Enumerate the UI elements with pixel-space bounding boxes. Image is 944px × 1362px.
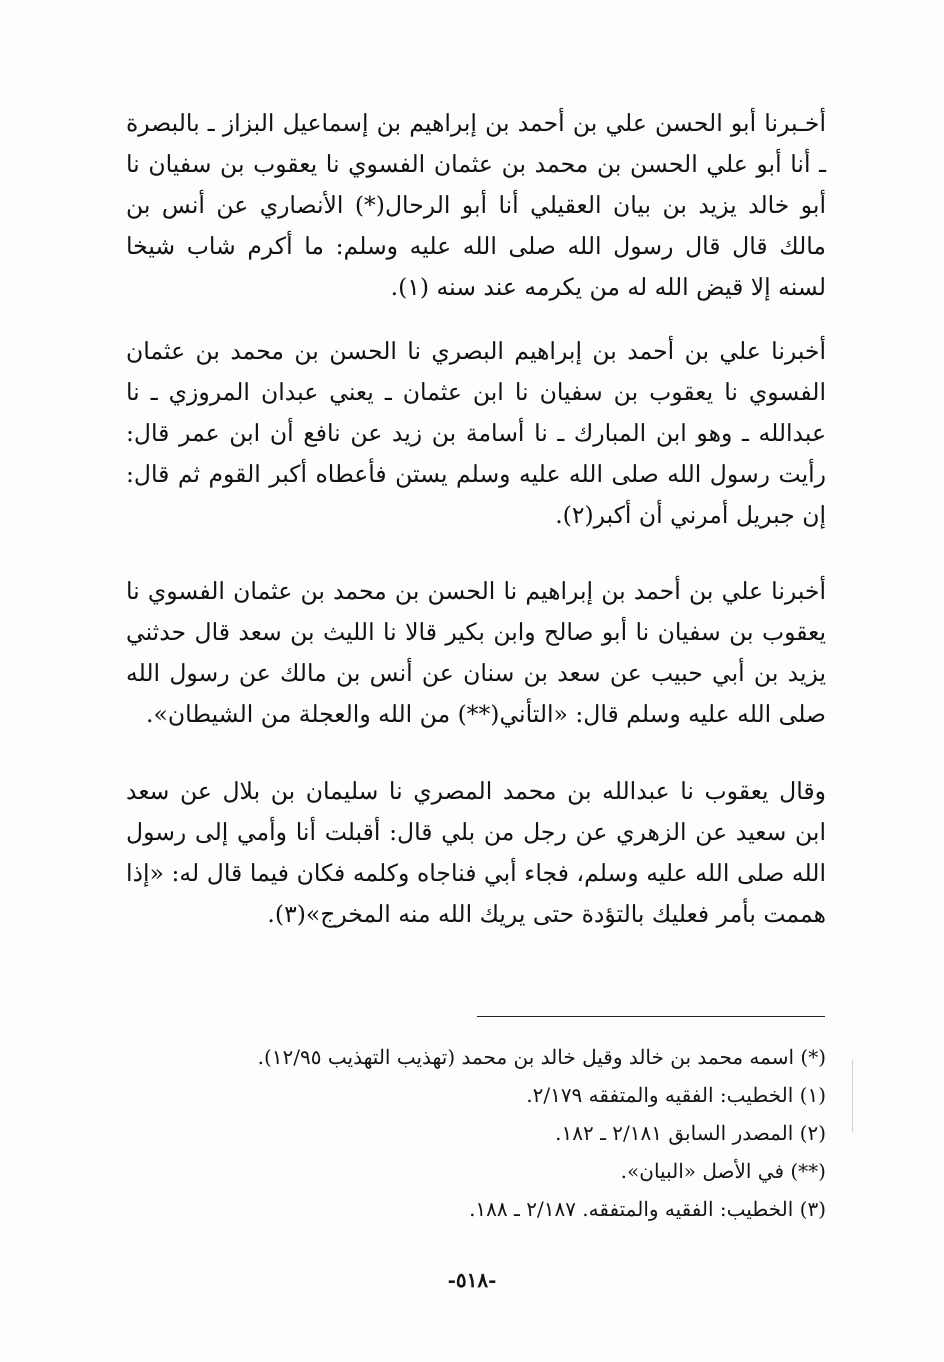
hadith-paragraph-4 <box>126 771 826 935</box>
footnote-3: (٣) الخطيب: الفقيه والمتفقه. ٢/١٨٧ ـ ١٨٨. <box>469 1197 826 1221</box>
paragraph-text: وقال يعقوب نا عبدالله بن محمد المصري نا سليمان بن بلال عن سعد ابن سعيد عن الزهري عن رجل من بلي قال: أقبلت أنا وأمي إلى رسول الله صلى الله عليه وسلم، فجاء أبي فناجاه وكلمه فكان فيما قال له: «إذا هممت بأمر فعليك بالتؤدة حتى يريك الله منه المخرج»(٣). <box>126 777 826 928</box>
footnote-divider <box>477 1016 825 1017</box>
footnote-2: (٢) المصدر السابق ٢/١٨١ ـ ١٨٢. <box>555 1121 826 1145</box>
hadith-paragraph-2 <box>126 331 826 536</box>
paragraph-text: أخبرنا علي بن أحمد بن إبراهيم البصري نا الحسن بن محمد بن عثمان الفسوي نا يعقوب بن سفيان نا ابن عثمان ـ يعني عبدان المروزي ـ نا عبدالله ـ وهو ابن المبارك ـ نا أسامة بن زيد عن نافع أن ابن عمر قال: رأيت رسول الله صلى الله عليه وسلم يستن فأعطاه أكبر القوم ثم قال: إن جبريل أمرني أن أكبر(٢). <box>126 337 826 529</box>
footnote-double-star: (**) في الأصل «البيان». <box>620 1159 826 1183</box>
paragraph-text: أخبرنا علي بن أحمد بن إبراهيم نا الحسن بن محمد بن عثمان الفسوي نا يعقوب بن سفيان نا أبو صالح وابن بكير قالا نا الليث بن سعد قال حدثني يزيد بن أبي حبيب عن سعد بن سنان عن أنس بن مالك عن رسول الله صلى الله عليه وسلم قال: «التأني(**) من الله والعجلة من الشيطان». <box>126 577 826 728</box>
hadith-paragraph-3 <box>126 571 826 735</box>
hadith-paragraph-1 <box>126 103 826 308</box>
footnote-star: (*) اسمه محمد بن خالد وقيل خالد بن محمد (تهذيب التهذيب ١٢/٩٥). <box>257 1045 826 1069</box>
footnote-1: (١) الخطيب: الفقيه والمتفقه ٢/١٧٩. <box>526 1083 826 1107</box>
paragraph-text: أخـبرنا أبو الحسن علي بن أحمد بن إبراهيم بن إسماعيل البزاز ـ بالبصرة ـ أنا أبو علي الحسن بن محمد بن عثمان الفسوي نا يعقوب بن سفيان نا أبو خالد يزيد بن بيان العقيلي أنا أبو الرحال(*) الأنصاري عن أنس بن مالك قال قال رسول الله صلى الله عليه وسلم: ما أكرم شاب شيخا لسنه إلا قيض الله له من يكرمه عند سنه (١). <box>126 109 826 301</box>
scan-artifact-line <box>852 1060 853 1132</box>
footnotes-section <box>126 1038 826 1228</box>
page-number: -٥١٨- <box>447 1268 497 1292</box>
